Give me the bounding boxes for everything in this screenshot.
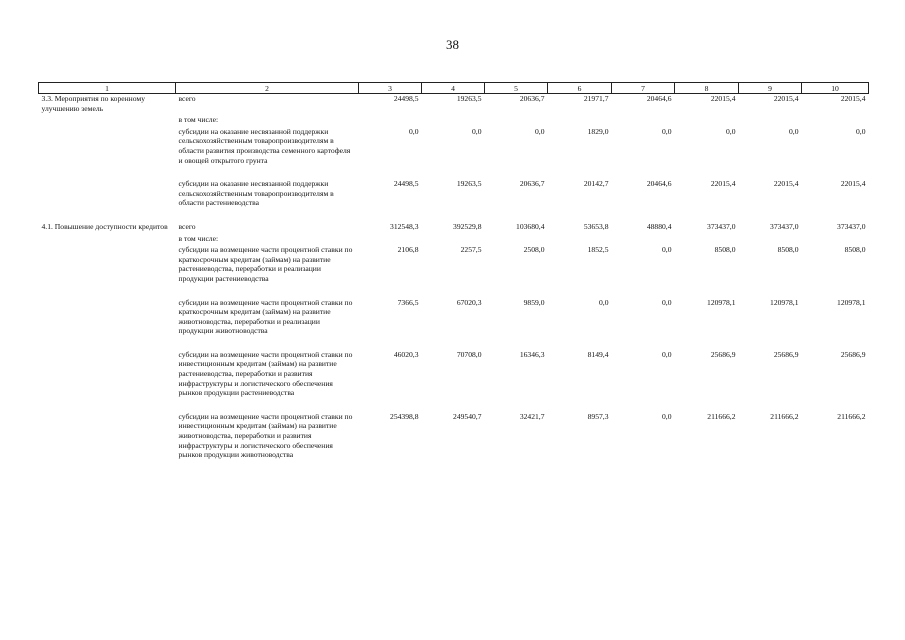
value-cell: 46020,3 [393, 349, 419, 359]
spacer-row [39, 208, 869, 222]
row-label: всего [178, 221, 196, 231]
spacer-cell [176, 336, 359, 350]
value-cell [485, 284, 548, 298]
value-cell: 0,0 [662, 349, 672, 359]
value-cell: 0,0 [662, 411, 672, 421]
value-cell [422, 232, 485, 246]
value-cell: 70708,0 [456, 349, 482, 359]
value-cell: 249540,7 [453, 411, 482, 421]
including-row [39, 232, 869, 246]
value-cell [548, 336, 612, 350]
value-cell [612, 398, 675, 412]
column-header: 7 [612, 83, 675, 94]
column-header: 8 [675, 83, 739, 94]
value-cell: 0,0 [662, 297, 672, 307]
value-cell: 53653,8 [583, 221, 609, 231]
measure-name-empty [39, 179, 176, 208]
spacer-cell [176, 165, 359, 179]
value-cell [548, 232, 612, 246]
column-header: 1 [39, 83, 176, 94]
column-header: 3 [359, 83, 422, 94]
value-cell [802, 113, 869, 127]
spacer-cell [39, 208, 176, 222]
value-cell [675, 460, 739, 474]
value-cell: 9859,0 [523, 297, 545, 307]
value-cell [802, 284, 869, 298]
page-number: 38 [446, 37, 459, 52]
spacer-cell [176, 284, 359, 298]
value-cell: 120978,1 [770, 297, 799, 307]
value-cell: 22015,4 [840, 94, 866, 103]
subsidy-label: субсидии на возмещение части процентной ставки по инвестиционным кредитам (займам) на развитие растениеводства, переработки и развития инфраструктуры и логистического обеспечения рынков продукции растениеводства [178, 349, 353, 398]
value-cell: 312548,3 [390, 221, 419, 231]
value-cell [422, 165, 485, 179]
value-cell: 0,0 [662, 126, 672, 136]
value-cell: 19263,5 [456, 179, 482, 189]
value-cell [739, 232, 802, 246]
value-cell [675, 336, 739, 350]
value-cell: 19263,5 [456, 94, 482, 103]
value-cell: 25686,9 [840, 349, 866, 359]
section-total-row [39, 222, 869, 232]
value-cell [359, 113, 422, 127]
row-label: всего [178, 94, 196, 103]
value-cell: 25686,9 [773, 349, 799, 359]
subsidy-label: субсидии на возмещение части процентной ставки по краткосрочным кредитам (займам) на развитие растениеводства, переработки и реализации продукции растениеводства [178, 245, 353, 283]
value-cell [422, 208, 485, 222]
row-label: в том числе: [178, 115, 219, 125]
value-cell: 0,0 [409, 126, 419, 136]
column-header: 10 [802, 83, 869, 94]
value-cell [485, 460, 548, 474]
value-cell [359, 460, 422, 474]
value-cell [359, 336, 422, 350]
value-cell [548, 113, 612, 127]
value-cell: 8508,0 [844, 245, 866, 255]
value-cell [548, 208, 612, 222]
column-header: 5 [485, 83, 548, 94]
value-cell: 373437,0 [837, 221, 866, 231]
value-cell [548, 165, 612, 179]
value-cell: 16346,3 [519, 349, 545, 359]
spacer-cell [39, 284, 176, 298]
section-total-row [39, 94, 869, 114]
value-cell: 2257,5 [460, 245, 482, 255]
row-label: в том числе: [178, 233, 219, 243]
spacer-cell [39, 460, 176, 474]
subsidy-label: субсидии на возмещение части процентной ставки по краткосрочным кредитам (займам) на развитие животноводства, переработки и реализации продукции животноводства [178, 297, 353, 336]
measure-name-empty [39, 113, 176, 127]
value-cell [359, 208, 422, 222]
value-cell [739, 460, 802, 474]
value-cell [548, 398, 612, 412]
spacer-cell [176, 398, 359, 412]
value-cell: 67020,3 [456, 297, 482, 307]
subsidy-row [39, 350, 869, 398]
subsidy-label: субсидии на оказание несвязанной поддержки сельскохозяйственным товаропроизводителям в области развития производства семенного картофеля и овощей открытого грунта [178, 126, 351, 165]
value-cell: 0,0 [535, 126, 545, 136]
value-cell: 211666,2 [707, 411, 736, 421]
value-cell: 8508,0 [714, 245, 736, 255]
value-cell: 24498,5 [393, 94, 419, 103]
value-cell: 20464,6 [646, 179, 672, 189]
measure-name-empty [39, 412, 176, 460]
column-header: 2 [176, 83, 359, 94]
value-cell: 22015,4 [840, 179, 866, 189]
value-cell [359, 165, 422, 179]
value-cell [802, 336, 869, 350]
value-cell: 0,0 [662, 245, 672, 255]
value-cell [485, 398, 548, 412]
column-header: 9 [739, 83, 802, 94]
value-cell [422, 460, 485, 474]
value-cell [802, 460, 869, 474]
value-cell: 20636,7 [519, 94, 545, 103]
value-cell [739, 336, 802, 350]
spacer-row [39, 336, 869, 350]
value-cell [802, 398, 869, 412]
including-row [39, 113, 869, 127]
spacer-cell [39, 336, 176, 350]
value-cell [485, 165, 548, 179]
value-cell [612, 232, 675, 246]
spacer-row [39, 398, 869, 412]
value-cell: 32421,7 [519, 411, 545, 421]
value-cell [422, 284, 485, 298]
value-cell: 0,0 [599, 297, 609, 307]
value-cell [359, 284, 422, 298]
value-cell: 2106,8 [397, 245, 419, 255]
value-cell [675, 398, 739, 412]
value-cell: 22015,4 [773, 179, 799, 189]
measure-name-empty [39, 127, 176, 165]
value-cell [612, 336, 675, 350]
spacer-cell [39, 398, 176, 412]
budget-table [38, 82, 869, 474]
value-cell [359, 398, 422, 412]
value-cell: 2508,0 [523, 245, 545, 255]
value-cell [422, 113, 485, 127]
value-cell: 22015,4 [773, 94, 799, 103]
value-cell: 22015,4 [710, 94, 736, 103]
value-cell: 8149,4 [587, 349, 609, 359]
spacer-cell [176, 208, 359, 222]
value-cell: 20464,6 [646, 94, 672, 103]
value-cell: 254398,8 [390, 411, 419, 421]
value-cell [422, 398, 485, 412]
value-cell [802, 232, 869, 246]
value-cell: 392529,8 [453, 221, 482, 231]
value-cell [485, 232, 548, 246]
value-cell: 373437,0 [707, 221, 736, 231]
value-cell [612, 113, 675, 127]
value-cell: 8957,3 [587, 411, 609, 421]
subsidy-row [39, 179, 869, 208]
value-cell [802, 165, 869, 179]
value-cell: 48880,4 [646, 221, 672, 231]
subsidy-label: субсидии на оказание несвязанной поддержки сельскохозяйственным товаропроизводителям в области растениеводства [178, 179, 334, 208]
column-number-header-row [39, 83, 869, 94]
value-cell: 211666,2 [770, 411, 799, 421]
value-cell: 8508,0 [777, 245, 799, 255]
subsidy-row [39, 245, 869, 283]
value-cell [675, 284, 739, 298]
value-cell [739, 113, 802, 127]
value-cell: 25686,9 [710, 349, 736, 359]
spacer-row [39, 165, 869, 179]
value-cell [612, 208, 675, 222]
measure-name-empty [39, 298, 176, 336]
value-cell [675, 208, 739, 222]
value-cell [359, 232, 422, 246]
subsidy-row [39, 127, 869, 165]
value-cell: 24498,5 [393, 179, 419, 189]
value-cell: 373437,0 [770, 221, 799, 231]
measure-name-empty [39, 232, 176, 246]
table-body [39, 94, 869, 474]
value-cell [675, 113, 739, 127]
spacer-row [39, 284, 869, 298]
value-cell: 22015,4 [710, 179, 736, 189]
subsidy-label: субсидии на возмещение части процентной ставки по инвестиционным кредитам (займам) на развитие животноводства, переработки и развития инфраструктуры и логистического обеспечения рынков продукции животноводства [178, 411, 353, 460]
value-cell: 7366,5 [397, 297, 419, 307]
value-cell [485, 336, 548, 350]
value-cell: 1829,0 [587, 126, 609, 136]
value-cell: 0,0 [789, 126, 799, 136]
value-cell [612, 460, 675, 474]
value-cell [739, 208, 802, 222]
value-cell [612, 284, 675, 298]
value-cell: 1852,5 [587, 245, 609, 255]
spacer-cell [39, 165, 176, 179]
measure-name: 3.3. Мероприятия по коренному улучшению земель [41, 94, 146, 113]
value-cell [548, 460, 612, 474]
value-cell: 0,0 [472, 126, 482, 136]
value-cell: 20636,7 [519, 179, 545, 189]
spacer-row [39, 460, 869, 474]
column-header: 6 [548, 83, 612, 94]
value-cell: 211666,2 [837, 411, 866, 421]
measure-name-empty [39, 350, 176, 398]
value-cell [485, 113, 548, 127]
column-header: 4 [422, 83, 485, 94]
value-cell: 0,0 [856, 126, 866, 136]
value-cell [548, 284, 612, 298]
value-cell [675, 232, 739, 246]
value-cell: 21971,7 [583, 94, 609, 103]
value-cell: 103680,4 [516, 221, 545, 231]
spacer-cell [176, 460, 359, 474]
subsidy-row [39, 298, 869, 336]
value-cell: 20142,7 [583, 179, 609, 189]
value-cell [739, 284, 802, 298]
measure-name-empty [39, 245, 176, 283]
value-cell [739, 398, 802, 412]
value-cell [675, 165, 739, 179]
value-cell: 120978,1 [837, 297, 866, 307]
value-cell [802, 208, 869, 222]
value-cell [422, 336, 485, 350]
value-cell [485, 208, 548, 222]
value-cell [739, 165, 802, 179]
value-cell: 0,0 [726, 126, 736, 136]
value-cell: 120978,1 [707, 297, 736, 307]
subsidy-row [39, 412, 869, 460]
measure-name: 4.1. Повышение доступности кредитов [41, 221, 168, 231]
value-cell [612, 165, 675, 179]
